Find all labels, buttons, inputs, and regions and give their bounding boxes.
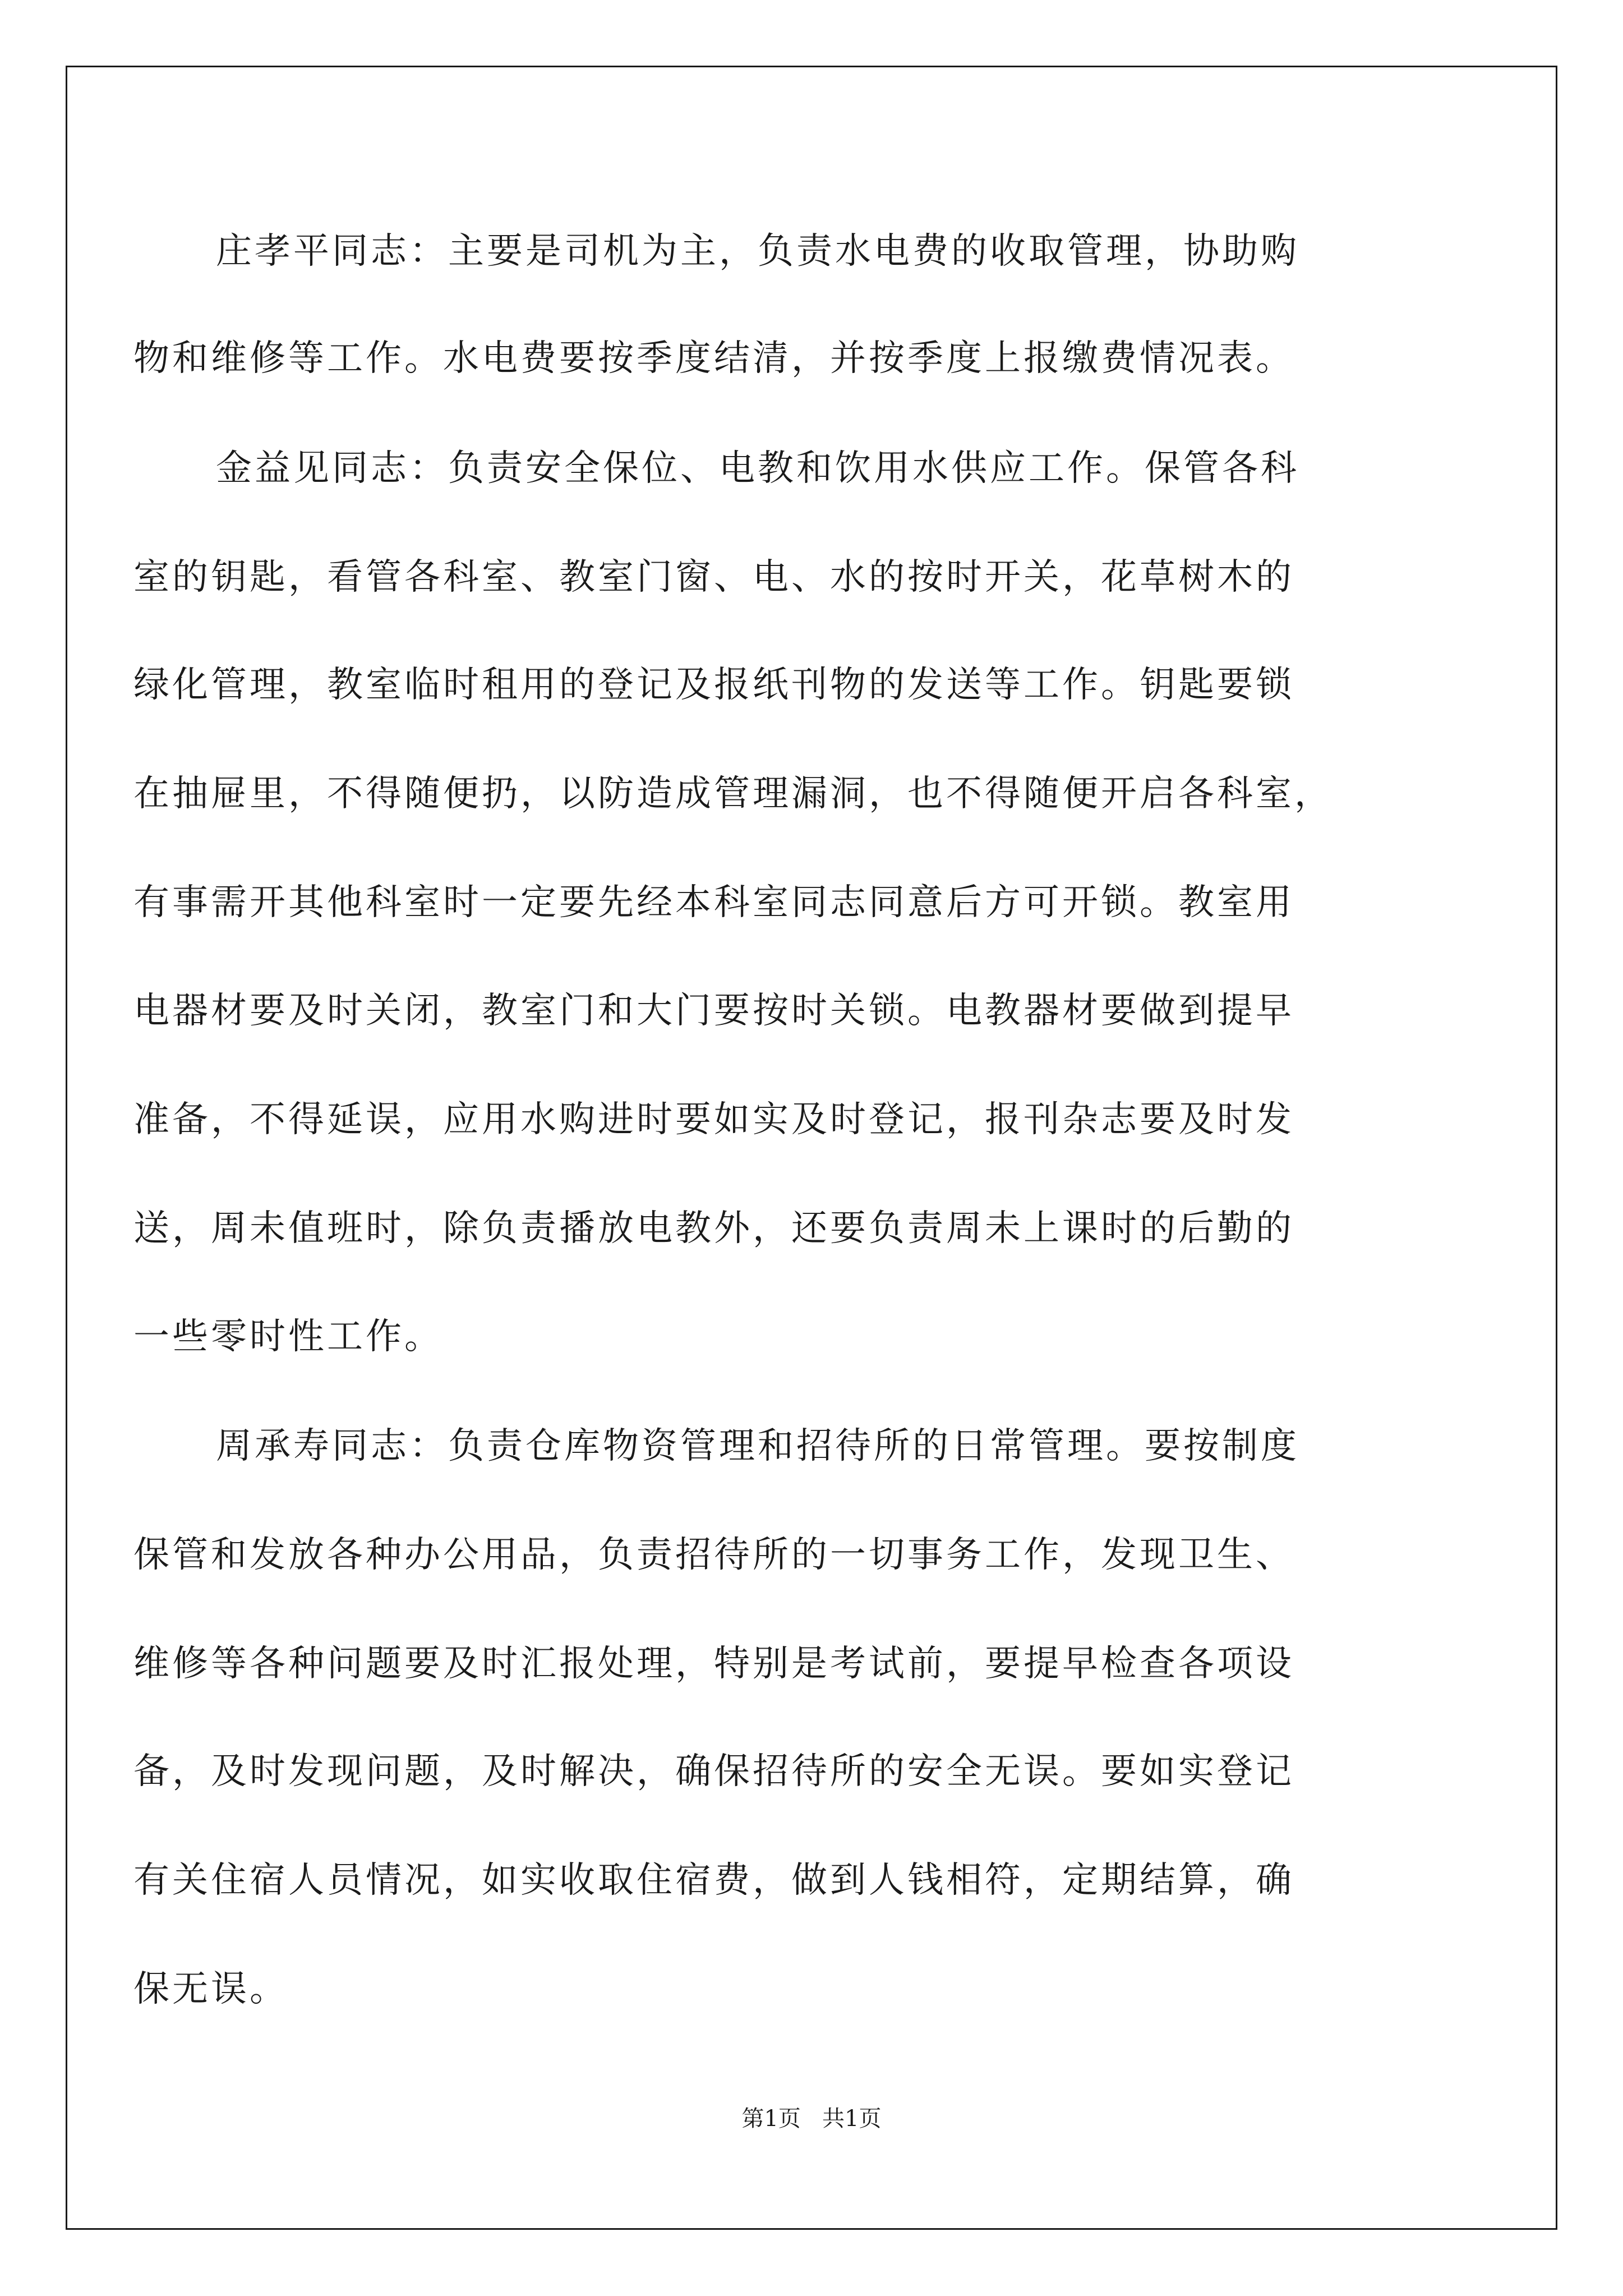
- paragraph-2-line-5: 有事需开其他科室时一定要先经本科室同志同意后方可开锁。教室用: [133, 882, 1294, 923]
- paragraph-1-line-2: 物和维修等工作。水电费要按季度结清，并按季度上报缴费情况表。: [133, 338, 1294, 379]
- paragraph-2-line-3: 绿化管理，教室临时租用的登记及报纸刊物的发送等工作。钥匙要锁: [133, 664, 1294, 706]
- paragraph-1-line-1: 庄孝平同志：主要是司机为主，负责水电费的收取管理，协助购: [216, 231, 1299, 272]
- paragraph-2-line-6: 电器材要及时关闭，教室门和大门要按时关锁。电教器材要做到提早: [133, 990, 1294, 1032]
- paragraph-3-line-3: 维修等各种问题要及时汇报处理，特别是考试前，要提早检查各项设: [133, 1643, 1294, 1685]
- paragraph-3-line-1: 周承寿同志：负责仓库物资管理和招待所的日常管理。要按制度: [216, 1425, 1299, 1467]
- paragraph-3-line-4: 备，及时发现问题，及时解决，确保招待所的安全无误。要如实登记: [133, 1751, 1294, 1792]
- paragraph-3-line-5: 有关住宿人员情况，如实收取住宿费，做到人钱相符，定期结算，确: [133, 1860, 1294, 1901]
- page-footer: 第1页 共1页: [741, 2106, 882, 2132]
- paragraph-2-line-4: 在抽屉里，不得随便扔，以防造成管理漏洞，也不得随便开启各科室，: [133, 773, 1333, 815]
- paragraph-2-line-9: 一些零时性工作。: [133, 1316, 443, 1358]
- paragraph-3-line-2: 保管和发放各种办公用品，负责招待所的一切事务工作，发现卫生、: [133, 1534, 1294, 1576]
- paragraph-3-line-6: 保无误。: [133, 1968, 288, 2010]
- paragraph-2-line-2: 室的钥匙，看管各科室、教室门窗、电、水的按时开关，花草树木的: [133, 556, 1294, 598]
- paragraph-2-line-8: 送，周未值班时，除负责播放电教外，还要负责周未上课时的后勤的: [133, 1208, 1294, 1249]
- paragraph-2-line-1: 金益见同志：负责安全保位、电教和饮用水供应工作。保管各科: [216, 448, 1299, 489]
- paragraph-2-line-7: 准备，不得延误，应用水购进时要如实及时登记，报刊杂志要及时发: [133, 1099, 1294, 1140]
